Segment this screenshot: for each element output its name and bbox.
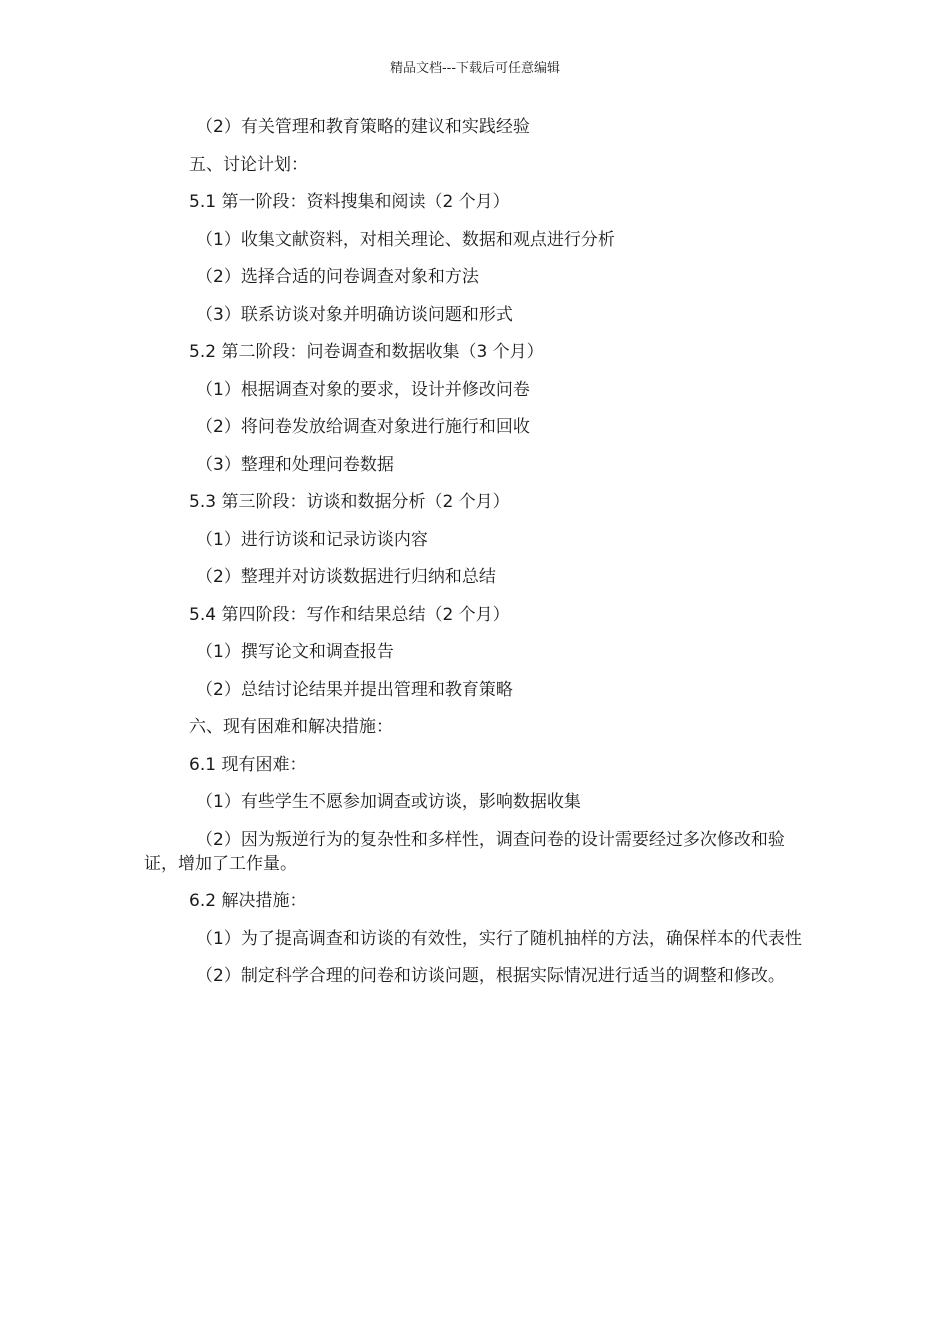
- subsection-heading: 6.2 解决措施：: [189, 891, 307, 911]
- list-item-paragraph: （2）因为叛逆行为的复杂性和多样性，调查问卷的设计需要经过多次修改和验证，增加了工作量。: [144, 829, 785, 874]
- list-item: （3）联系访谈对象并明确访谈问题和形式: [196, 304, 513, 325]
- list-item-paragraph: （1）为了提高调查和访谈的有效性，实行了随机抽样的方法，确保样本的代表性: [196, 928, 802, 949]
- list-item: （2）总结讨论结果并提出管理和教育策略: [196, 679, 513, 700]
- section-heading: 五、讨论计划：: [189, 154, 308, 175]
- subsection-heading: 5.3 第三阶段：访谈和数据分析（2 个月）: [189, 492, 510, 512]
- list-item: （2）有关管理和教育策略的建议和实践经验: [196, 117, 530, 137]
- list-item: （1）撰写论文和调查报告: [196, 642, 394, 662]
- subsection-heading: 5.4 第四阶段：写作和结果总结（2 个月）: [189, 604, 510, 625]
- subsection-heading: 5.2 第二阶段：问卷调查和数据收集（3 个月）: [189, 342, 544, 362]
- list-item: （2）整理并对访谈数据进行归纳和总结: [196, 567, 496, 587]
- section-heading: 六、现有困难和解决措施：: [189, 717, 393, 737]
- list-item: （1）收集文献资料，对相关理论、数据和观点进行分析: [196, 229, 615, 250]
- list-item: （2）制定科学合理的问卷和访谈问题，根据实际情况进行适当的调整和修改。: [196, 966, 785, 986]
- subsection-heading: 5.1 第一阶段：资料搜集和阅读（2 个月）: [189, 192, 510, 212]
- document-body: [144, 115, 804, 1002]
- subsection-heading: 6.1 现有困难：: [189, 754, 307, 775]
- page-header: 精品文档---下载后可任意编辑: [389, 61, 561, 76]
- list-item: （2）将问卷发放给调查对象进行施行和回收: [196, 417, 530, 437]
- list-item: （2）选择合适的问卷调查对象和方法: [196, 267, 479, 287]
- list-item: （1）有些学生不愿参加调查或访谈，影响数据收集: [196, 792, 581, 812]
- list-item: （1）进行访谈和记录访谈内容: [196, 529, 428, 550]
- list-item: （3）整理和处理问卷数据: [196, 454, 394, 475]
- list-item: （1）根据调查对象的要求，设计并修改问卷: [196, 379, 530, 400]
